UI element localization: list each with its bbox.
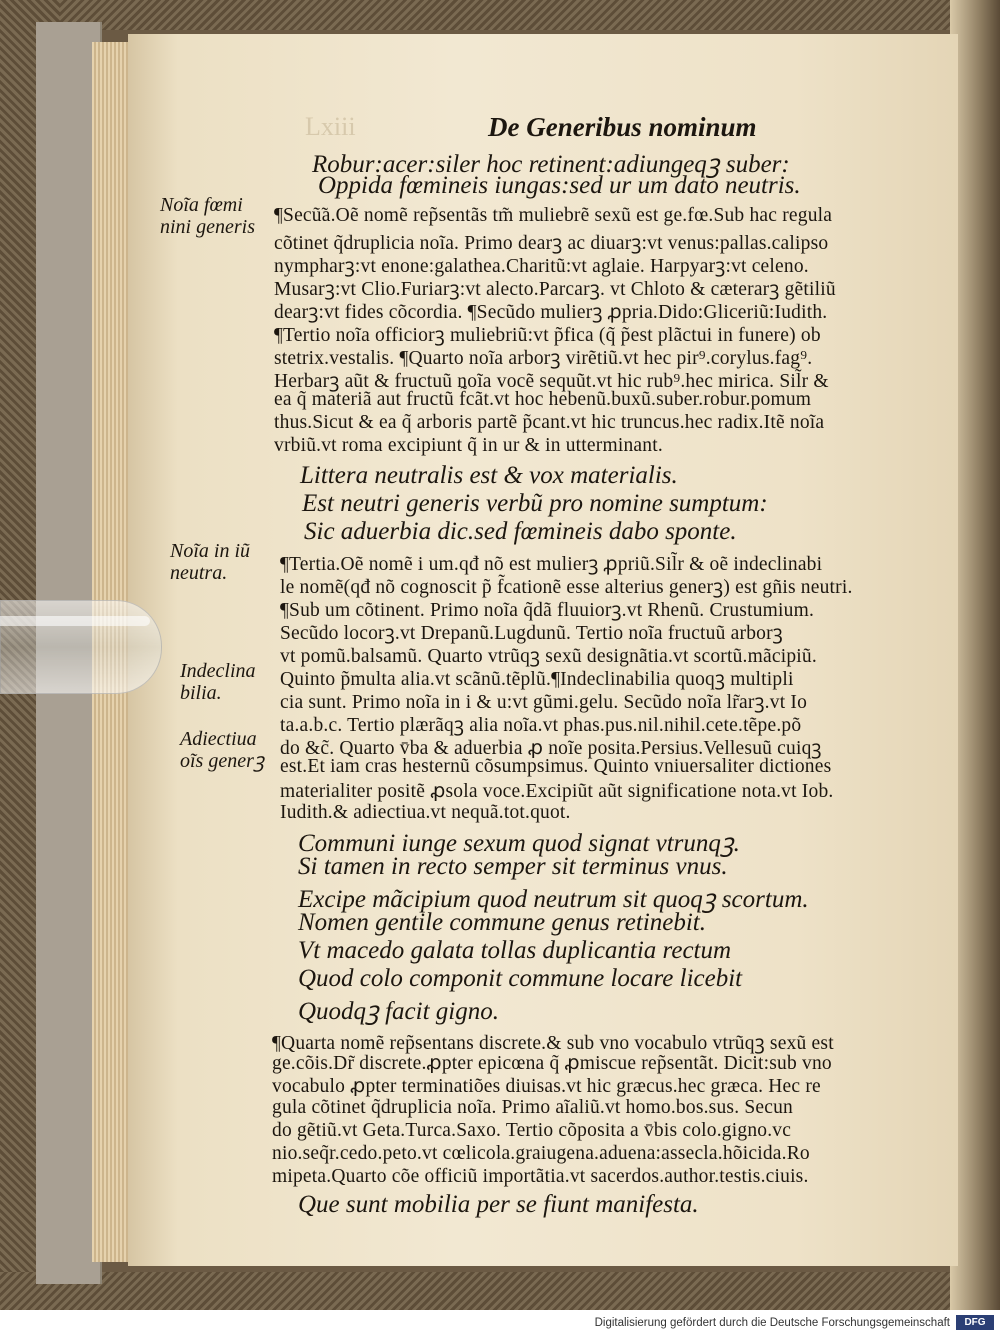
text-line: vocabulo ꝓpter terminatiões diuisas.vt hic græcus.hec græca. Hec re (272, 1076, 821, 1097)
text-line-verse: Excipe mãcipium quod neutrum sit quoqꝫ scortum. (298, 886, 809, 913)
text-line: nio.seq̃r.cedo.peto.vt cœlicola.graiugena.aduena:assecla.hõicida.Ro (272, 1143, 810, 1164)
text-line-verse: Oppida fœmineis iungas:sed ur um dato neutris. (318, 172, 801, 199)
text-line: ge.cõis.Dr̃ discrete.ꝓpter epicœna q̃ ꝓmiscue rep̃sentãt. Dicit:sub vno (272, 1053, 832, 1074)
text-line: nympharꝫ:vt enone:galathea.Charitũ:vt aglaie. Harpyarꝫ:vt celeno. (274, 256, 809, 277)
text-line-verse: Que sunt mobilia per se fiunt manifesta. (298, 1191, 699, 1218)
text-line-verse: Communi iunge sexum quod signat vtrunqꝫ. (298, 830, 740, 857)
text-line: Iudith.& adiectiua.vt nequã.tot.quot. (280, 802, 571, 823)
text-line: ¶Secũ̃a.Oẽ nomẽ rep̃sentãs tm̃ muliebrẽ sexũ est ge.fœ.Sub hac regula (274, 205, 833, 226)
leather-cover-bottom (0, 1272, 1000, 1310)
text-line: ta.a.b.c. Tertio plærãqꝫ alia noĩa.vt phas.pus.nil.nihil.cete.tẽpe.põ (280, 715, 802, 736)
text-line: vrbiũ.vt roma excipiunt q̃ in ur & in utterminant. (274, 435, 663, 456)
glass-ruler (0, 600, 162, 694)
text-line: Musarꝫ:vt Clio.Furiarꝫ:vt alecto.Parcarꝫ. vt Chloto & cæterarꝫ gẽtiliũ (274, 279, 836, 300)
text-line: do gẽtiũ.vt Geta.Turca.Saxo. Tertio cõposita a v̄bis colo.gigno.vc (272, 1120, 792, 1141)
margin-note-line: Noĩa fœmi (160, 194, 243, 216)
text-line-verse: Vt macedo galata tollas duplicantia rectum (298, 937, 732, 964)
text-line-verse: Quodqꝫ facit gigno. (298, 998, 499, 1025)
text-line: vt pomũ.balsamũ. Quarto vtrũqꝫ sexũ designãtia.vt scortũ.mãcipiũ. (280, 646, 817, 667)
text-line: ¶Sub um cõtinent. Primo noĩa q̃dã fluuiorꝫ.vt Rhenũ. Crustumium. (280, 600, 815, 621)
faint-header-bleed: Lxiii (305, 112, 356, 141)
leather-cover-top (0, 0, 1000, 30)
text-line: cõtinet q̃druplicia noĩa. Primo dearꝫ ac diuarꝫ:vt venus:pallas.calipso (274, 233, 829, 254)
text-line: dearꝫ:vt fides cõcordia. ¶Secũdo mulierꝫ ꝓpria.Dido:Gliceriũ:Iudith. (274, 302, 828, 323)
text-line-verse: Nomen gentile commune genus retinebit. (298, 909, 707, 936)
text-line: mipeta.Quarto cõe officiũ importãtia.vt sacerdos.author.testis.ciuis. (272, 1166, 809, 1187)
margin-note-feminine (160, 194, 255, 238)
margin-note-line: Adiectiua (180, 728, 257, 750)
margin-note-line: Noĩa in iũ (170, 540, 251, 562)
margin-note-line: Indeclina (180, 660, 256, 682)
text-line: est.Et iam cras hesternũ cõsumpsimus. Quinto vniuersaliter dictiones (280, 756, 832, 777)
text-line: ¶Tertia.Oẽ nomẽ i um.qđ nõ est mulierꝫ ꝓpriũ.Sil̃r & oẽ indeclinabi (280, 554, 823, 575)
footer-credit: Digitalisierung gefördert durch die Deutsche Forschungsgemeinschaft (594, 1317, 950, 1329)
margin-note-line: bilia. (180, 682, 222, 704)
margin-note-line: nini generis (160, 216, 255, 238)
text-line-verse: Sic aduerbia dic.sed fœmineis dabo sponte. (304, 518, 737, 545)
glass-ruler-highlight (0, 616, 150, 626)
text-line-verse: Littera neutralis est & vox materialis. (300, 462, 678, 489)
text-line-verse: Est neutri generis verbũ pro nomine sumptum: (302, 490, 768, 517)
text-line-verse: Robur:acer:siler hoc retinent:adiungeqꝫ suber: (312, 151, 790, 178)
text-line: materialiter positẽ ꝓsola voce.Excipiũt aũt significatione nota.vt Iob. (280, 781, 834, 802)
text-line-verse: Quod colo componit commune locare licebit (298, 965, 743, 992)
text-line: le nomẽ(qđ nõ cognoscit p̃ f̃cationẽ esse alterius generꝫ) est gñis neutri. (280, 577, 853, 598)
text-line: gula cõtinet q̃druplicia noĩa. Primo aĩaliũ.vt homo.bos.sus. Secun (272, 1097, 794, 1118)
dfg-logo: DFG (956, 1315, 994, 1330)
text-line: Secũdo locorꝫ.vt Drepanũ.Lugdunũ. Tertio noĩa fructuũ arborꝫ (280, 623, 783, 644)
margin-note-indeclinable (180, 660, 256, 704)
text-line: Quinto p̃multa alia.vt scãnũ.tẽplũ.¶Indeclinabilia quoqꝫ multipli (280, 669, 794, 690)
text-line: do &c̃. Quarto v̄ba & aduerbia ꝓ noĩe posita.Persius.Vellesuũ cuiqꝫ (280, 738, 822, 759)
text-line: thus.Sicut & ea q̃ arboris partẽ p̃cant.vt hic truncus.hec radix.Itẽ noĩa (274, 412, 825, 433)
margin-note-adjective (180, 728, 264, 772)
text-line: cia sunt. Primo noĩa in i & u:vt gũmi.gelu. Secũdo noĩa lr̃arꝫ.vt Io (280, 692, 808, 713)
text-line: ¶Quarta nomẽ rep̃sentans discrete.& sub vno vocabulo vtrũqꝫ sexũ est (272, 1033, 834, 1054)
text-line: ¶Tertio noĩa officiorꝫ muliebriũ:vt p̃fica (q̃ p̃est plãctui in funere) ob (274, 325, 821, 346)
text-line: Herbarꝫ aũt & fructuũ noĩa vocẽ sequũt.vt hic rub⁹.hec mirica. Sil̃r & (274, 371, 829, 392)
margin-note-line: oĩs generꝫ (180, 750, 265, 772)
page-heading: De Generibus nominum (488, 112, 757, 142)
margin-note-line: neutra. (170, 562, 228, 584)
text-line-verse: Si tamen in recto semper sit terminus vnus. (298, 853, 728, 880)
text-line: stetrix.vestalis. ¶Quarto noĩa arborꝫ virẽtiũ.vt hec pir⁹.corylus.fag⁹. (274, 348, 813, 369)
margin-note-neutral (170, 540, 250, 584)
text-line: ea q̃ materiã aut fructũ f̃cãt.vt hoc hebenũ.buxũ.suber.robur.pomum (274, 389, 812, 410)
